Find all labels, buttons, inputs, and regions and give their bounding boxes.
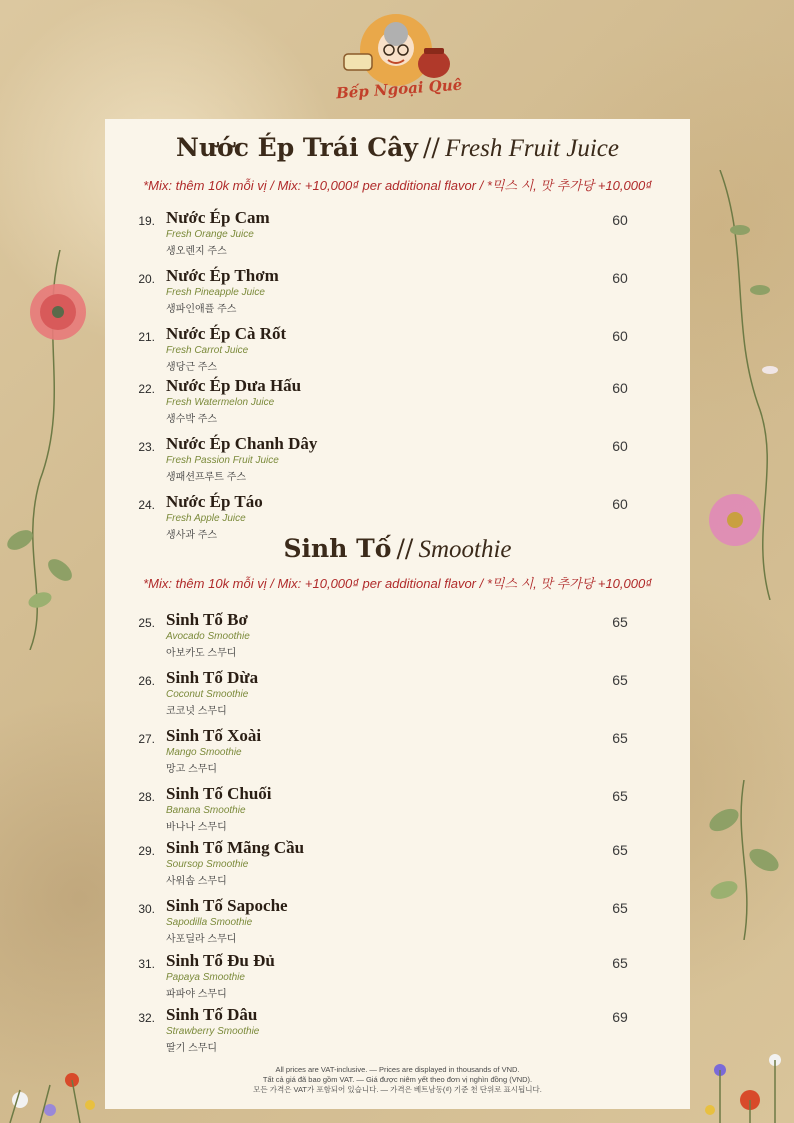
footnote-line-ko: 모든 가격은 VAT가 포함되어 있습니다. — 가격은 베트남동(₫) 기준 천 단위로 표시됩니다.: [253, 1085, 542, 1094]
item-name-vi: Nước Ép Táo: [166, 492, 263, 511]
section-title-smoothie: [105, 534, 690, 564]
menu-item: [105, 1005, 690, 1053]
item-name-ko: 딸기 스무디: [166, 1043, 218, 1054]
menu-item: [105, 208, 690, 256]
leaf-sprig-right-icon: [694, 780, 794, 940]
item-price: 60: [612, 328, 628, 344]
item-name-en: Fresh Apple Juice: [166, 513, 246, 524]
item-number: 28.: [138, 790, 155, 804]
item-price: 65: [612, 672, 628, 688]
section-title-vi: Nước Ép Trái Cây: [176, 133, 418, 162]
item-price: 60: [612, 496, 628, 512]
item-price: 65: [612, 955, 628, 971]
brand-name: Bếp Ngoại Quê: [335, 75, 463, 103]
item-number: 20.: [138, 272, 155, 286]
item-price: 60: [612, 438, 628, 454]
section-title-en: Fresh Fruit Juice: [444, 135, 619, 162]
item-price: 65: [612, 900, 628, 916]
item-name-ko: 아보카도 스무디: [166, 648, 237, 659]
menu-item: [105, 434, 690, 482]
item-number: 21.: [138, 330, 155, 344]
brand-logo: [336, 10, 462, 106]
item-number: 26.: [138, 674, 155, 688]
section-title-vi: Sinh Tố: [283, 534, 392, 563]
menu-item: [105, 266, 690, 314]
item-price: 60: [612, 212, 628, 228]
item-name-ko: 사포딜라 스무디: [166, 934, 237, 945]
menu-item: [105, 896, 690, 944]
item-name-vi: Nước Ép Cam: [166, 208, 270, 227]
item-name-ko: 코코넛 스무디: [166, 706, 227, 717]
item-price: 69: [612, 1009, 628, 1025]
menu-card: [105, 119, 690, 1109]
item-name-ko: 생수박 주스: [166, 414, 218, 425]
item-number: 31.: [138, 957, 155, 971]
section-title-separator: //: [422, 133, 440, 162]
item-name-en: Fresh Orange Juice: [166, 229, 254, 240]
item-name-en: Papaya Smoothie: [166, 972, 245, 983]
menu-item: [105, 610, 690, 658]
price-footnote: [105, 1065, 690, 1095]
menu-item: [105, 838, 690, 886]
item-name-vi: Sinh Tố Dừa: [166, 668, 259, 687]
mix-note: *Mix: thêm 10k mỗi vị / Mix: +10,000₫ per additional flavor / *믹스 시, 맛 추가당 +10,000₫: [143, 178, 652, 193]
item-number: 24.: [138, 498, 155, 512]
item-number: 23.: [138, 440, 155, 454]
item-name-vi: Sinh Tố Chuối: [166, 784, 272, 803]
item-name-en: Fresh Watermelon Juice: [166, 397, 275, 408]
item-name-vi: Sinh Tố Đu Đủ: [166, 951, 275, 970]
item-name-vi: Sinh Tố Mãng Cầu: [166, 838, 305, 857]
item-name-en: Strawberry Smoothie: [166, 1026, 260, 1037]
item-number: 29.: [138, 844, 155, 858]
menu-item: [105, 668, 690, 716]
item-number: 32.: [138, 1011, 155, 1025]
item-number: 30.: [138, 902, 155, 916]
section-title-juice: [105, 133, 690, 163]
item-name-ko: 망고 스무디: [166, 764, 218, 775]
item-name-en: Soursop Smoothie: [166, 859, 249, 870]
flower-vine-right-icon: [690, 170, 794, 600]
item-name-ko: 생패션프루트 주스: [166, 472, 247, 483]
menu-item: [105, 726, 690, 774]
item-name-vi: Nước Ép Dưa Hấu: [166, 376, 302, 395]
section-title-en: Smoothie: [418, 536, 512, 563]
item-price: 60: [612, 270, 628, 286]
item-name-ko: 사워솝 스무디: [166, 876, 227, 887]
item-name-ko: 파파야 스무디: [166, 989, 227, 1000]
item-name-vi: Sinh Tố Dâu: [166, 1005, 258, 1024]
item-name-en: Fresh Passion Fruit Juice: [166, 455, 279, 466]
menu-item: [105, 492, 690, 540]
item-name-ko: 생오렌지 주스: [166, 246, 227, 257]
item-price: 65: [612, 788, 628, 804]
section-title-separator: //: [396, 534, 414, 563]
item-price: 60: [612, 380, 628, 396]
item-name-en: Fresh Pineapple Juice: [166, 287, 265, 298]
footnote-line-vi: Tất cả giá đã bao gồm VAT. — Giá được niêm yết theo đơn vị nghìn đồng (VND).: [262, 1075, 533, 1084]
menu-item: [105, 376, 690, 424]
menu-item: [105, 784, 690, 832]
item-name-en: Avocado Smoothie: [166, 631, 250, 642]
mix-note: *Mix: thêm 10k mỗi vị / Mix: +10,000₫ per additional flavor / *믹스 시, 맛 추가당 +10,000₫: [143, 576, 652, 591]
item-name-vi: Sinh Tố Bơ: [166, 610, 248, 629]
item-name-en: Coconut Smoothie: [166, 689, 249, 700]
item-name-vi: Nước Ép Chanh Dây: [166, 434, 318, 453]
item-price: 65: [612, 614, 628, 630]
menu-item: [105, 324, 690, 372]
wildflowers-bottom-right-icon: [690, 1030, 794, 1123]
item-number: 22.: [138, 382, 155, 396]
item-name-en: Mango Smoothie: [166, 747, 242, 758]
item-name-ko: 생파인애플 주스: [166, 304, 237, 315]
item-price: 65: [612, 730, 628, 746]
item-name-en: Sapodilla Smoothie: [166, 917, 253, 928]
footnote-line-en: All prices are VAT-inclusive. — Prices are displayed in thousands of VND.: [275, 1065, 520, 1074]
item-name-vi: Nước Ép Thơm: [166, 266, 279, 285]
item-name-en: Fresh Carrot Juice: [166, 345, 249, 356]
item-name-en: Banana Smoothie: [166, 805, 246, 816]
item-name-ko: 바나나 스무디: [166, 822, 227, 833]
item-price: 65: [612, 842, 628, 858]
wildflowers-bottom-left-icon: [0, 1030, 105, 1123]
item-number: 25.: [138, 616, 155, 630]
item-number: 19.: [138, 214, 155, 228]
item-name-ko: 생사과 주스: [166, 530, 218, 541]
item-number: 27.: [138, 732, 155, 746]
item-name-vi: Sinh Tố Sapoche: [166, 896, 288, 915]
item-name-vi: Sinh Tố Xoài: [166, 726, 262, 745]
flower-vine-left-icon: [0, 250, 110, 650]
item-name-ko: 생당근 주스: [166, 362, 218, 373]
item-name-vi: Nước Ép Cà Rốt: [166, 324, 287, 343]
menu-item: [105, 951, 690, 999]
